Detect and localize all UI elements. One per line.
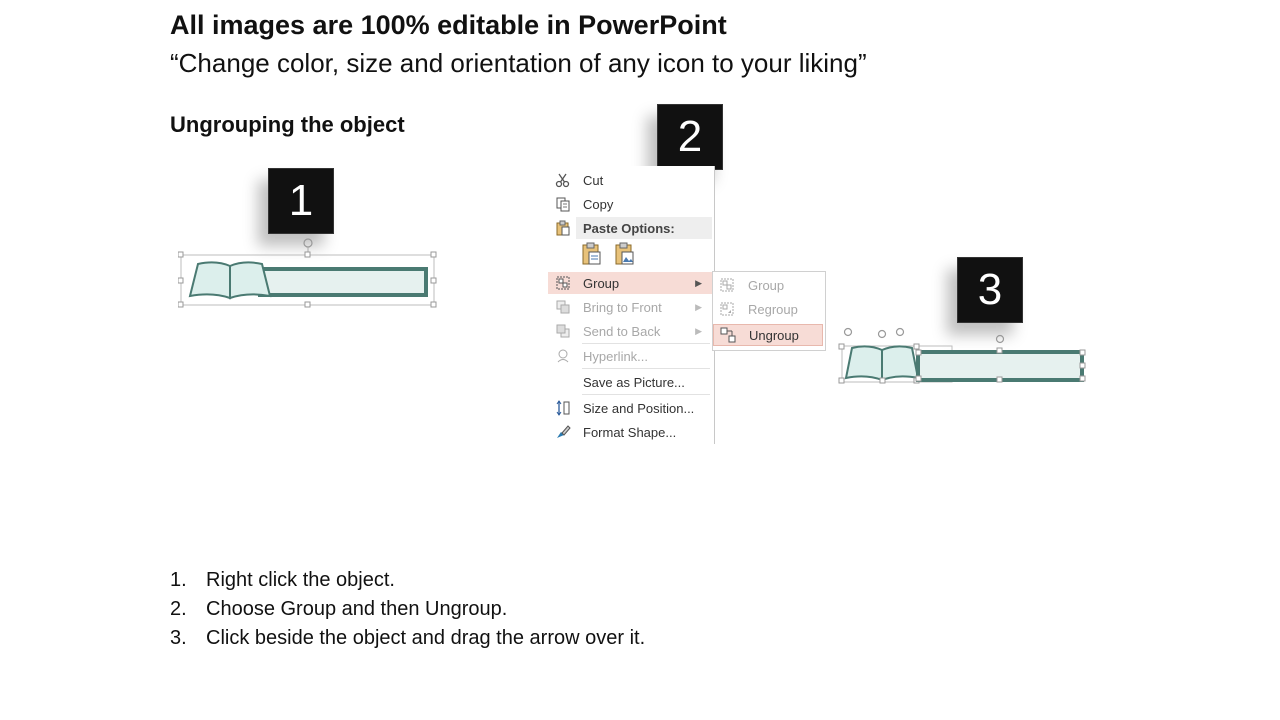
submenu-item-group[interactable]: Group <box>713 274 823 296</box>
menu-item-label: Hyperlink... <box>583 348 649 364</box>
menu-separator <box>582 394 710 395</box>
ungrouped-object-graphic <box>838 326 1090 388</box>
slide-title: All images are 100% editable in PowerPoint <box>170 10 727 40</box>
menu-item-cut[interactable] <box>548 169 712 191</box>
step-badge-3: 3 <box>957 257 1023 323</box>
chevron-right-icon: ▶ <box>695 325 702 336</box>
menu-separator <box>582 368 710 369</box>
menu-item-label: Size and Position... <box>583 400 695 416</box>
step-badge-2: 2 <box>657 104 723 170</box>
copy-icon <box>554 195 572 213</box>
menu-item-label: Group <box>583 275 620 291</box>
menu-item-label: Send to Back <box>583 323 661 339</box>
send-back-icon <box>554 322 572 340</box>
menu-item-label: Copy <box>583 196 614 212</box>
size-position-icon <box>554 399 572 417</box>
menu-separator <box>582 343 710 344</box>
step-item: 2. Choose Group and then Ungroup. <box>170 598 508 620</box>
menu-item-group[interactable] <box>548 272 712 294</box>
link-icon <box>554 347 572 365</box>
slide-subtitle: “Change color, size and orientation of any icon to your liking” <box>170 48 867 78</box>
ungroup-icon <box>719 326 737 344</box>
menu-item-save-as-picture[interactable] <box>548 371 712 393</box>
step-item: 3. Click beside the object and drag the arrow over it. <box>170 627 646 649</box>
group-icon <box>554 274 572 292</box>
menu-item-label: Save as Picture... <box>583 374 685 390</box>
clipboard-icon <box>554 219 572 237</box>
grouped-object[interactable] <box>178 236 438 315</box>
chevron-right-icon: ▶ <box>695 277 702 288</box>
menu-item-size-position[interactable] <box>548 397 712 419</box>
paste-options-header: Paste Options: <box>576 217 712 239</box>
menu-item-bring-to-front[interactable] <box>548 296 712 318</box>
menu-item-format-shape[interactable] <box>548 421 712 443</box>
bring-front-icon <box>554 298 572 316</box>
format-shape-icon <box>554 423 572 441</box>
step-badge-1: 1 <box>268 168 334 234</box>
group-submenu <box>712 271 826 351</box>
step-item: 1. Right click the object. <box>170 569 395 591</box>
menu-item-label: Bring to Front <box>583 299 662 315</box>
menu-item-hyperlink[interactable] <box>548 345 712 367</box>
regroup-icon <box>718 300 736 318</box>
submenu-item-regroup[interactable]: Regroup <box>713 298 823 320</box>
paste-keep-formatting-icon[interactable] <box>581 242 603 266</box>
paste-picture-icon[interactable] <box>614 242 636 266</box>
scissors-icon <box>554 171 572 189</box>
group-icon <box>718 276 736 294</box>
menu-item-copy[interactable] <box>548 193 712 215</box>
grouped-object-graphic <box>178 236 438 310</box>
menu-item-label: Cut <box>583 172 604 188</box>
ungrouped-object[interactable] <box>838 326 1090 393</box>
chevron-right-icon: ▶ <box>695 301 702 312</box>
menu-item-send-to-back[interactable] <box>548 320 712 342</box>
submenu-item-ungroup[interactable]: Ungroup <box>713 324 823 346</box>
section-heading: Ungrouping the object <box>170 112 405 137</box>
instruction-steps <box>170 568 645 655</box>
context-menu <box>548 166 715 444</box>
menu-item-label: Format Shape... <box>583 424 677 440</box>
